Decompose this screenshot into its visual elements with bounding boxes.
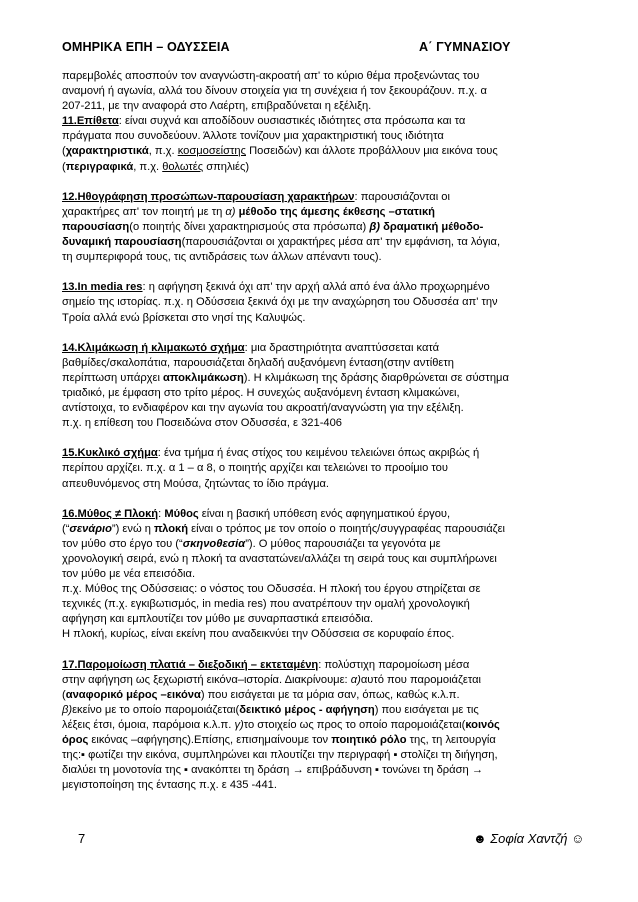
section-15-title: 15.Κυκλικό σχήμα bbox=[62, 447, 158, 460]
underlined-term: θολωτές bbox=[162, 160, 204, 173]
text-line: παρεμβολές αποσπούν τον αναγνώστη-ακροατή απ' το κύριο θέμα προξενώντας του bbox=[62, 70, 480, 82]
text-span: : bbox=[158, 507, 165, 520]
section-17-title: 17.Παρομοίωση πλατιά – διεξοδική – εκτεταμένη bbox=[62, 658, 319, 671]
intro-paragraph bbox=[62, 69, 578, 175]
text-span: λέξεις έτσι, όμοια, παρόμοια κ.λ.π. bbox=[62, 719, 235, 732]
text-line: χρονολογική σειρά, ενώ η πλοκή τα αναστατώνει/αλλάζει τη σειρά τους και συμπλήρωνει bbox=[62, 553, 497, 565]
text-span: : παρουσιάζονται οι bbox=[354, 190, 450, 203]
text-span: , π.χ. bbox=[133, 160, 163, 173]
underlined-term: κοσμοσείστης bbox=[177, 145, 246, 158]
text-line: πράγματα που συνοδεύουν. Άλλοτε τονίζουν μια χαρακτηριστική τους ιδιότητα bbox=[62, 130, 444, 143]
text-span: είναι η βασική υπόθεση ενός αφηγηματικού έργου, bbox=[198, 507, 451, 520]
text-span: : είναι συχνά και αποδίδουν ουσιαστικές ιδιότητες στα πρόσωπα και τα bbox=[118, 115, 466, 128]
text-span: (παρουσιάζονται οι χαρακτήρες μέσα απ' την εμφάνιση, τα λόγια, bbox=[181, 236, 501, 249]
bold-term: μέθοδο της άμεσης έκθεσης –στατική bbox=[238, 205, 435, 218]
text-span: της, τη λειτουργία bbox=[406, 734, 496, 747]
bold-term: δραματική μέθοδο- bbox=[383, 220, 484, 233]
text-span: χαρακτήρες απ' τον ποιητή με τη bbox=[62, 205, 226, 218]
text-span: ”) ενώ η bbox=[111, 522, 155, 535]
bold-term: κοινός bbox=[465, 719, 500, 732]
text-span: είναι ο τρόπος με τον οποίο ο ποιητής/συγγραφέας παρουσιάζει bbox=[188, 522, 506, 535]
section-16 bbox=[62, 507, 578, 643]
bold-term: Μύθος bbox=[164, 507, 199, 520]
section-16-title: 16.Μύθος ≠ Πλοκή bbox=[62, 507, 159, 520]
text-line: Τροία αλλά ενώ βρίσκεται στο νησί της Καλυψώς. bbox=[62, 311, 306, 324]
bold-term: αποκλιμάκωση bbox=[163, 371, 244, 384]
bold-italic-term: σενάριο bbox=[69, 522, 112, 535]
bold-term: δυναμική παρουσίαση bbox=[62, 236, 182, 249]
text-span: τον μύθο στο έργο του (“ bbox=[62, 537, 183, 550]
text-span: ( bbox=[62, 145, 66, 158]
section-11-title: 11.Επίθετα bbox=[62, 115, 119, 128]
text-line: 207-211, με την αναφορά στο Λαέρτη, επιβραδύνεται η εξέλιξη. bbox=[62, 100, 372, 113]
text-span: στην αφήγηση ως ξεχωριστή εικόνα–ιστορία. Διακρίνουμε: bbox=[62, 673, 351, 686]
text-span: περίπτωση υπάρχει bbox=[62, 371, 164, 384]
text-span: ) που εισάγεται με τις bbox=[374, 703, 479, 716]
text-span: (“ bbox=[62, 522, 70, 535]
bold-term: δεικτικό μέρος - αφήγηση bbox=[239, 703, 375, 716]
text-span: ( bbox=[62, 688, 66, 701]
text-line: π.χ. η επίθεση του Ποσειδώνα στον Οδυσσέα, ε 321-406 bbox=[62, 417, 342, 430]
text-line: αναμονή ή αγωνία, αλλά του δίνουν στοιχεία για τη συνέχεια ή τον ξεκουράζουν. π.χ. α bbox=[62, 85, 487, 98]
text-line: απευθυνόμενος στη Μούσα, ζητώντας το ίδιο πράγμα. bbox=[62, 477, 330, 490]
text-span: ”). Ο μύθος παρουσιάζει τα γεγονότα με bbox=[245, 537, 441, 550]
text-span: : μια δραστηριότητα αναπτύσσεται κατά bbox=[244, 341, 440, 354]
page-number: 7 bbox=[78, 831, 86, 846]
text-span: , π.χ. bbox=[148, 145, 178, 158]
text-line: της:▪ φωτίζει την εικόνα, συμπληρώνει και πλουτίζει την περιγραφή ▪ στολίζει τη διήγηση, bbox=[62, 749, 498, 762]
text-span: (ο ποιητής δίνει χαρακτηρισμούς στα πρόσωπα) bbox=[129, 220, 370, 233]
page-body bbox=[62, 69, 578, 794]
text-line: αντίστοιχα, το ενδιαφέρον και την αγωνία του ακροατή/αναγνώστη για την εξέλιξη. bbox=[62, 402, 464, 415]
text-span: σπηλιές) bbox=[203, 160, 250, 173]
text-span: εικόνας –αφήγησης).Επίσης, επισημαίνουμε τον bbox=[88, 734, 332, 747]
section-12-title: 12.Ηθογράφηση προσώπων-παρουσίαση χαρακτήρων bbox=[62, 190, 355, 203]
section-17 bbox=[62, 658, 578, 794]
author-signature: ☻ Σοφία Χαντζή ☺ bbox=[473, 831, 585, 846]
text-line: περίπου αρχίζει. π.χ. α 1 – α 8, ο ποιητής αρχίζει και τελειώνει το προοίμιο του bbox=[62, 462, 448, 475]
section-14-title: 14.Κλιμάκωση ή κλιμακωτό σχήμα bbox=[62, 341, 245, 354]
header-right: Α΄ ΓΥΜΝΑΣΙΟΥ bbox=[419, 40, 511, 54]
text-span: : πολύστιχη παρομοίωση μέσα bbox=[318, 658, 470, 671]
italic-marker: α) bbox=[350, 673, 361, 686]
text-span: εκείνο με το οποίο παρομοιάζεται( bbox=[72, 703, 240, 716]
section-12 bbox=[62, 190, 578, 265]
bold-italic-term: σκηνοθεσία bbox=[182, 537, 246, 550]
section-14 bbox=[62, 341, 578, 432]
header-left: ΟΜΗΡΙΚΑ ΕΠΗ – ΟΔΥΣΣΕΙΑ bbox=[62, 40, 230, 54]
text-line: αφήγηση και εμπλουτίζει τον μύθο με συναρπαστικά επεισόδια. bbox=[62, 613, 374, 626]
text-line: βαθμίδες/σκαλοπάτια, παρουσιάζεται δηλαδή αυξανόμενη ένταση(στην αντίθετη bbox=[62, 356, 454, 369]
text-line: τον μύθο με νέα επεισόδια. bbox=[62, 568, 196, 581]
text-span: : ένα τμήμα ή ένας στίχος του κειμένου τελειώνει όπως ακριβώς ή bbox=[157, 447, 480, 460]
italic-marker: β) bbox=[369, 220, 380, 233]
text-line: Η πλοκή, κυρίως, είναι εκείνη που αναδεικνύει την Οδύσσεια σε κορυφαίο έπος. bbox=[62, 628, 455, 641]
bold-term: πλοκή bbox=[154, 522, 189, 535]
bold-term: όρος bbox=[62, 734, 89, 747]
text-line: διαλύει τη μονοτονία της ▪ ανακόπτει τη δράση → επιβράδυνση ▪ τονώνει τη δράση → bbox=[62, 764, 483, 777]
section-13-title: 13.In media res bbox=[62, 281, 143, 294]
text-span: Ποσειδών) και άλλοτε προβάλλουν μια εικόνα τους bbox=[245, 145, 498, 158]
text-span: ) που εισάγεται με τα μόρια σαν, όπως, καθώς κ.λ.π. bbox=[200, 688, 460, 701]
text-line: σημείο της ιστορίας. π.χ. η Οδύσσεια ξεκινά όχι με την αναχώρηση του Οδυσσέα απ' την bbox=[62, 296, 498, 309]
italic-marker: α) bbox=[225, 205, 236, 218]
text-line: π.χ. Μύθος της Οδύσσειας: ο νόστος του Οδυσσέα. Η πλοκή του έργου στηρίζεται σε bbox=[62, 583, 481, 596]
italic-marker: β) bbox=[62, 703, 73, 716]
text-line: τεχνικές (π.χ. εγκιβωτισμός, in media res) που ανατρέπουν την ομαλή χρονολογική bbox=[62, 598, 470, 611]
bold-term: χαρακτηριστικά bbox=[65, 145, 149, 158]
italic-marker: γ) bbox=[234, 719, 244, 732]
bold-term: περιγραφικά bbox=[65, 160, 134, 173]
text-span: το στοιχείο ως προς το οποίο παρομοιάζεται( bbox=[243, 719, 466, 732]
text-line: τη συμπεριφορά τους, τις αντιδράσεις των άλλων απέναντι τους). bbox=[62, 251, 382, 264]
section-15 bbox=[62, 446, 578, 491]
bold-term: αναφορικό μέρος –εικόνα bbox=[65, 688, 201, 701]
text-span: ). Η κλιμάκωση της δράσης διαρθρώνεται σε σύστημα bbox=[243, 371, 509, 384]
section-13 bbox=[62, 280, 578, 325]
text-span: αυτό που παρομοιάζεται bbox=[360, 673, 482, 686]
text-line: μεγιστοποίηση της έντασης π.χ. ε 435 -441. bbox=[62, 779, 277, 792]
text-span: ( bbox=[62, 160, 66, 173]
text-span: : η αφήγηση ξεκινά όχι απ' την αρχή αλλά από ένα άλλο προχωρημένο bbox=[142, 281, 490, 294]
bold-term: παρουσίαση bbox=[62, 220, 130, 233]
text-line: τριαδικό, με έμφαση στο τρίτο μέρος. Η συνεχώς αυξανόμενη ένταση κλιμακώνει, bbox=[62, 386, 460, 399]
bold-term: ποιητικό ρόλο bbox=[331, 734, 407, 747]
